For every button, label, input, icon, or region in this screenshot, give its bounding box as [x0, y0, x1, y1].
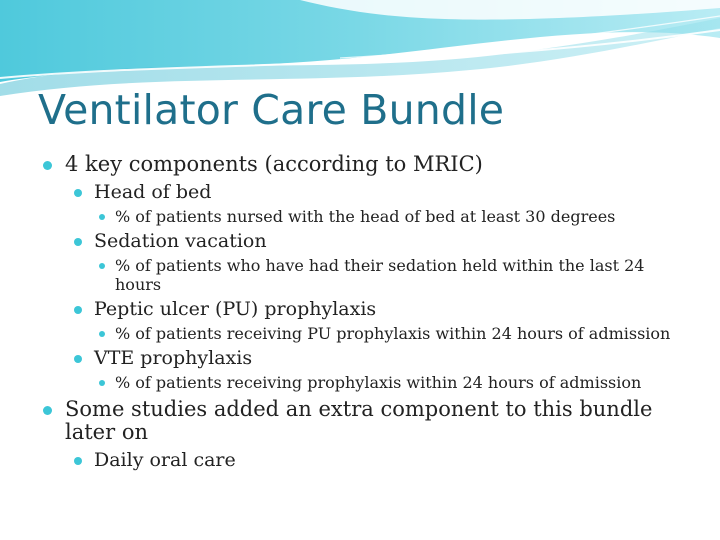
- bullet-level-2: Head of bed: [94, 181, 212, 203]
- bullet-dot-icon: [43, 161, 52, 170]
- bullet-dot-icon: [74, 238, 82, 246]
- bullet-level-3: % of patients nursed with the head of bed at least 30 degrees: [115, 207, 616, 226]
- bullet-dot-icon: [99, 263, 105, 269]
- bullet-level-3-continuation: hours: [115, 275, 162, 294]
- bullet-level-2: Peptic ulcer (PU) prophylaxis: [94, 298, 377, 320]
- bullet-level-2: Sedation vacation: [94, 230, 267, 252]
- slide-title: Ventilator Care Bundle: [38, 86, 505, 134]
- bullet-level-1-continuation: later on: [65, 420, 148, 444]
- bullet-dot-icon: [74, 355, 82, 363]
- bullet-dot-icon: [74, 306, 82, 314]
- bullet-dot-icon: [99, 380, 105, 386]
- bullet-dot-icon: [99, 331, 105, 337]
- bullet-dot-icon: [99, 214, 105, 220]
- bullet-level-3: % of patients receiving PU prophylaxis within 24 hours of admission: [115, 324, 671, 343]
- bullet-level-1: 4 key components (according to MRIC): [65, 152, 483, 176]
- bullet-dot-icon: [43, 406, 52, 415]
- bullet-level-1: Some studies added an extra component to this bundle: [65, 397, 653, 421]
- bullet-level-2: VTE prophylaxis: [94, 347, 253, 369]
- bullet-level-3: % of patients receiving prophylaxis within 24 hours of admission: [115, 373, 642, 392]
- bullet-dot-icon: [74, 189, 82, 197]
- bullet-dot-icon: [74, 457, 82, 465]
- bullet-level-3: % of patients who have had their sedation held within the last 24: [115, 256, 645, 275]
- bullet-level-2: Daily oral care: [94, 449, 236, 471]
